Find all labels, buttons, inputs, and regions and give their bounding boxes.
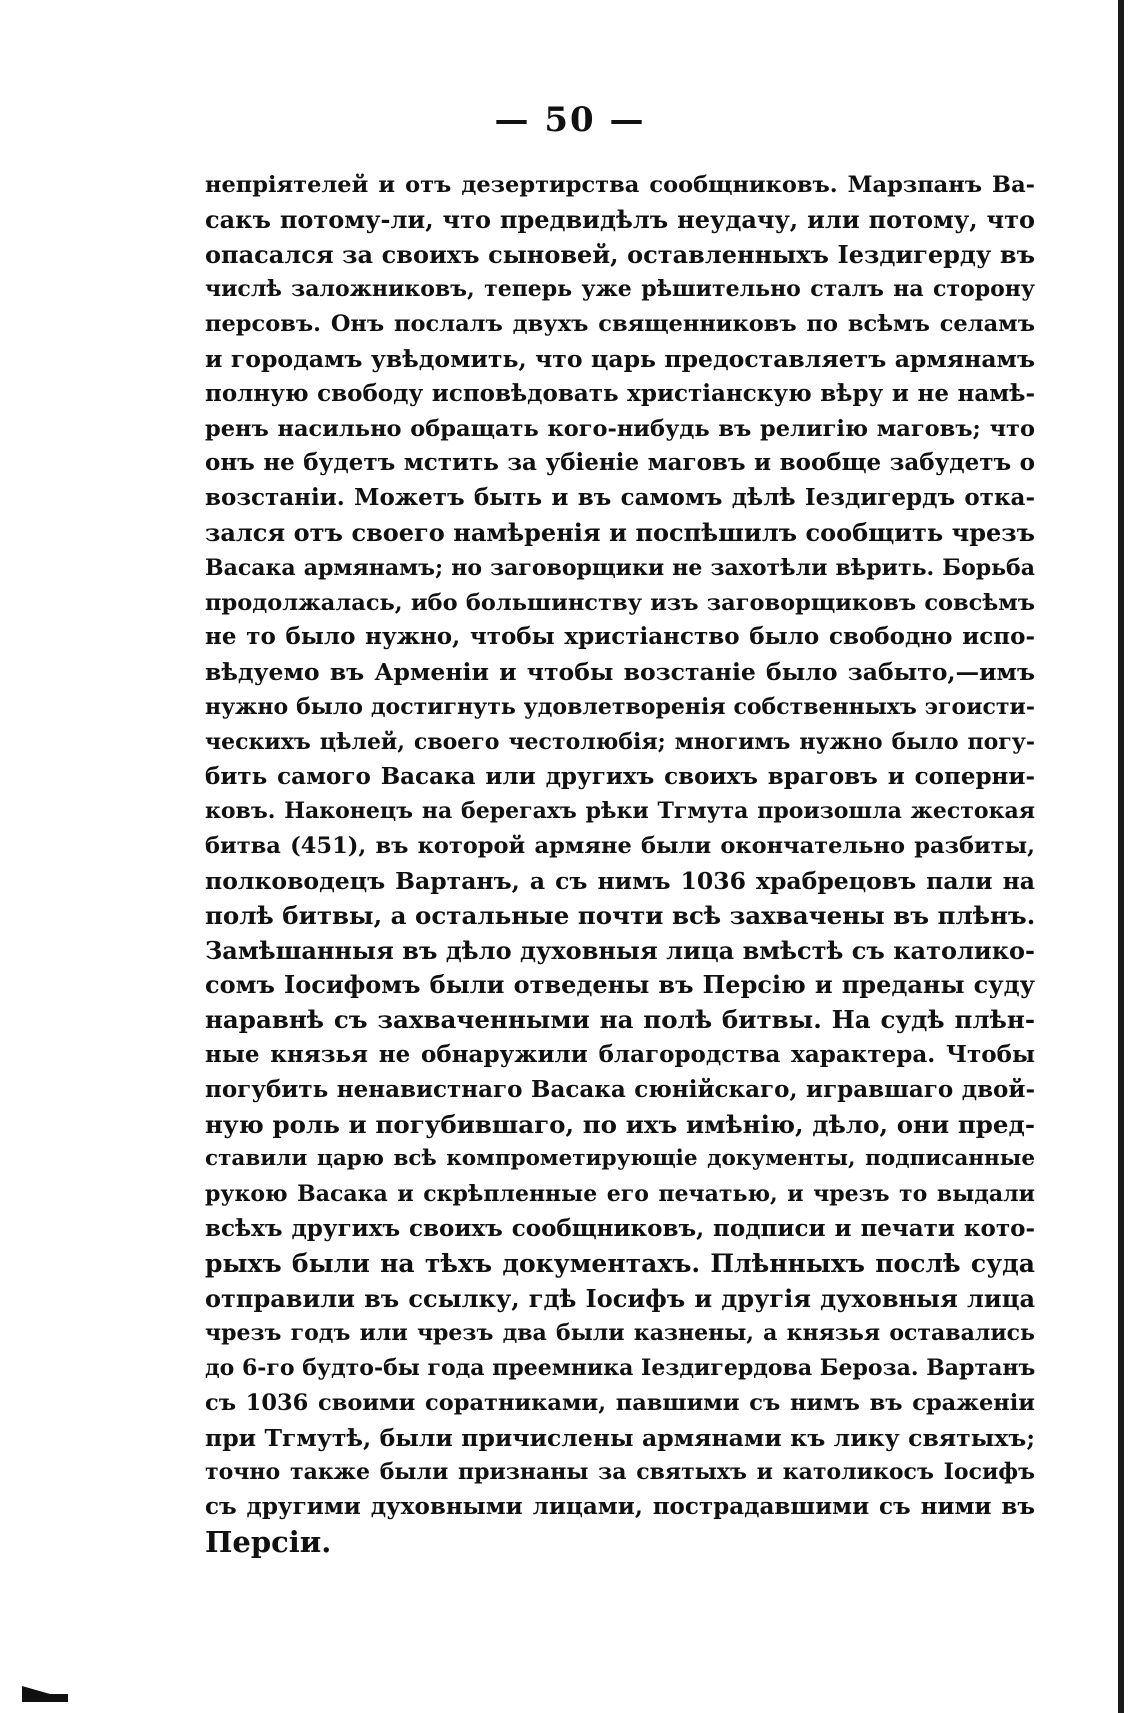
corner-arrow-base [22,1694,68,1702]
text-line: возстаніи. Можетъ быть и въ самомъ дѣлѣ Іездигердъ отка- [205,484,1035,512]
text-line: ную роль и погубившаго, по ихъ имѣнію, дѣло, они пред- [205,1109,1035,1139]
text-line: полную свободу исповѣдовать христіанскую вѣру и не намѣ- [205,379,1035,407]
text-line-last: Персіи. [205,1525,332,1560]
text-line: вѣдуемо въ Арменіи и чтобы возстаніе было забыто,—имъ [205,658,1035,687]
text-line: битва (451), въ которой армяне были окончательно разбиты, [205,833,1035,860]
text-line: опасался за своихъ сыновей, оставленныхъ Іездигерду въ [205,239,1035,269]
text-line: числѣ заложниковъ, теперь уже рѣшительно сталъ на сторону [205,276,1035,303]
text-line: сакъ потому-ли, что предвидѣлъ неудачу, или потому, что [205,204,1035,234]
text-line: непріятелей и отъ дезертирства сообщниковъ. Марзпанъ Ва- [205,172,1035,198]
text-line: полѣ битвы, а остальные почти всѣ захвачены въ плѣнъ. [205,900,1035,930]
text-line: Васака армянамъ; но заговорщики не захотѣли вѣрить. Борьба [205,554,1035,581]
text-line: наравнѣ съ захваченными на полѣ битвы. На судѣ плѣн- [205,1005,1035,1035]
text-line: нужно было достигнуть удовлетворенія собственныхъ эгоисти- [205,693,1035,720]
text-line: рукою Васака и скрѣпленные его печатью, и чрезъ то выдали [205,1181,1035,1208]
body-text [205,168,1035,1560]
text-line: бить самого Васака или другихъ своихъ враговъ и соперни- [205,762,1035,790]
text-line: онъ не будетъ мстить за убіеніе маговъ и вообще забудетъ о [205,449,1035,477]
text-line: Замѣшанныя въ дѣло духовныя лица вмѣстѣ съ католико- [205,935,1035,965]
text-line: чрезъ годъ или чрезъ два были казнены, а князья оставались [205,1320,1035,1347]
text-line: ставили царю всѣ компрометирующіе документы, подписанные [205,1146,1035,1172]
text-line: не то было нужно, чтобы христіанство было свободно испо- [205,623,1035,651]
text-line: точно также были признаны за святыхъ и католикосъ Іосифъ [205,1459,1035,1486]
text-line: сомъ Іосифомъ были отведены въ Персію и преданы суду [205,970,1035,1000]
text-line: персовъ. Онъ послалъ двухъ священниковъ по всѣмъ селамъ [205,311,1035,338]
text-line: отправили въ ссылку, гдѣ Іосифъ и другія духовныя лица [205,1283,1035,1313]
text-line: ные князья не обнаружили благородства характера. Чтобы [205,1040,1035,1068]
text-line: при Тгмутѣ, были причислены армянами къ лику святыхъ; [205,1423,1035,1452]
text-line: ковъ. Наконецъ на берегахъ рѣки Тгмута произошла жестокая [205,798,1035,825]
text-line: рыхъ были на тѣхъ документахъ. Плѣнныхъ послѣ суда [205,1248,1035,1278]
text-line: съ 1036 своими соратниками, павшими съ нимъ въ сраженіи [205,1389,1035,1416]
text-line: ческихъ цѣлей, своего честолюбія; многимъ нужно было погу- [205,728,1035,755]
text-line: съ другими духовными лицами, пострадавшими съ ними въ [205,1493,1035,1521]
text-line: полководецъ Вартанъ, а съ нимъ 1036 храбрецовъ пали на [205,866,1035,895]
text-line: и городамъ увѣдомить, что царь предоставляетъ армянамъ [205,344,1035,373]
text-line: всѣхъ другихъ своихъ сообщниковъ, подписи и печати кото- [205,1214,1035,1242]
page-number: — 50 — [494,100,646,140]
text-line: продолжалась, ибо большинству изъ заговорщиковъ совсѣмъ [205,589,1035,616]
page-edge-border [1118,0,1124,1713]
text-line: зался отъ своего намѣренія и поспѣшилъ сообщить чрезъ [205,517,1035,547]
text-line: до 6-го будто-бы года преемника Іездигердова Бероза. Вартанъ [205,1355,1035,1382]
text-line: погубить ненавистнаго Васака сюнійскаго, игравшаго двой- [205,1075,1035,1103]
text-line: ренъ насильно обращать кого-нибудь въ религію маговъ; что [205,415,1035,442]
